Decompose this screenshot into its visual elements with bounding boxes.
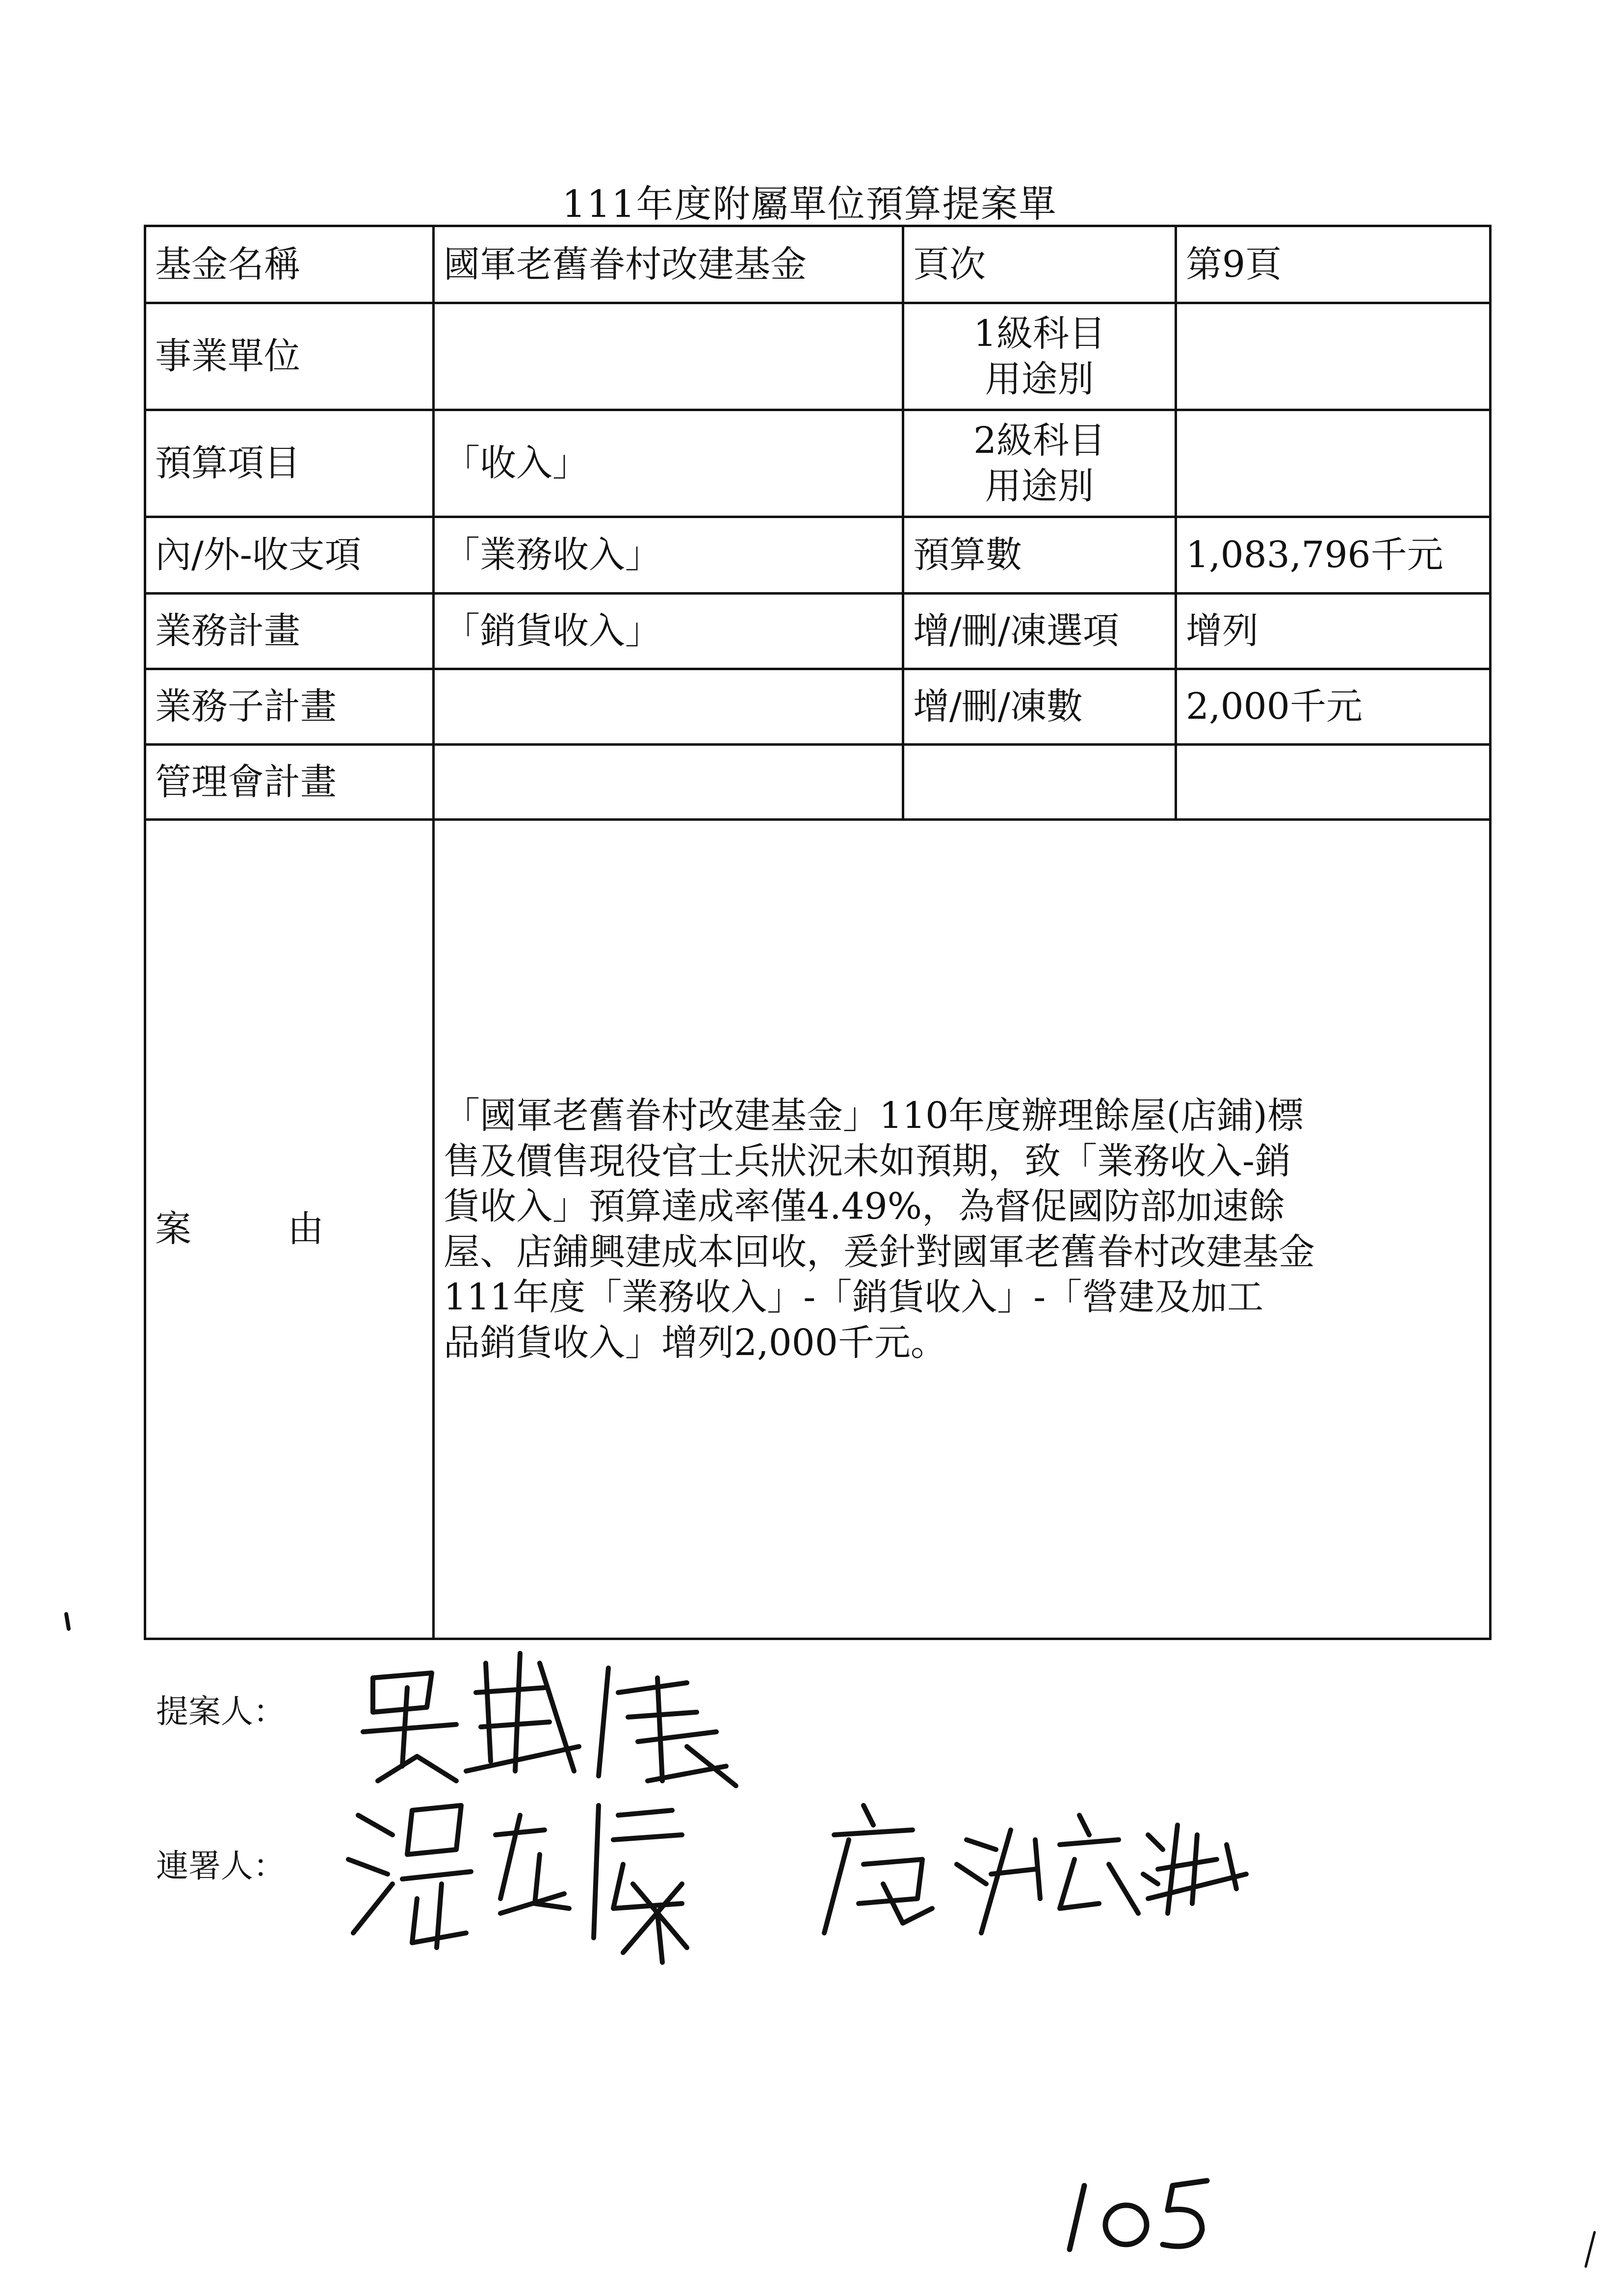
business-plan-label: 業務計畫 [145, 594, 434, 669]
proposal-form-table [144, 225, 1492, 1640]
revenue-type-label: 內/外-收支項 [145, 517, 434, 594]
level1-subject-label [903, 303, 1176, 410]
form-row-mgmt [145, 745, 1491, 820]
revenue-type-value: 「業務收入」 [434, 517, 903, 594]
fund-name-label: 基金名稱 [145, 226, 434, 303]
form-title: 111年度附屬單位預算提案單 [562, 182, 1057, 226]
level2-subject-label-line2: 用途別 [985, 465, 1094, 507]
reason-line: 貨收入」預算達成率僅4.49%，為督促國防部加速餘 [444, 1185, 1285, 1227]
form-row-item [145, 410, 1491, 517]
scan-line-mark [1580, 2227, 1599, 2271]
form-row-unit [145, 303, 1491, 410]
budget-item-value: 「收入」 [434, 410, 903, 517]
change-option-value: 增列 [1176, 594, 1491, 669]
proposer-label: 提案人： [156, 1693, 286, 1730]
business-unit-label: 事業單位 [145, 303, 434, 410]
proposer-signature [343, 1634, 746, 1791]
reason-label-char2: 由 [288, 1208, 324, 1251]
business-unit-value [434, 303, 903, 410]
change-amount-label: 增/刪/凍數 [903, 669, 1176, 745]
page-value: 第9頁 [1176, 226, 1491, 303]
level2-subject-value [1176, 410, 1491, 517]
management-plan-extra [903, 745, 1176, 820]
scan-mark [59, 1609, 79, 1634]
reason-line: 「國軍老舊眷村改建基金」110年度辦理餘屋(店鋪)標 [444, 1095, 1304, 1137]
reason-line: 品銷貨收入」增列2,000千元。 [444, 1321, 947, 1364]
form-row-fund [145, 226, 1491, 303]
management-plan-extra2 [1176, 745, 1491, 820]
reason-label-char1: 案 [155, 1208, 191, 1251]
fund-name-value: 國軍老舊眷村改建基金 [434, 226, 903, 303]
management-plan-value [434, 745, 903, 820]
level2-subject-label-line1: 2級科目 [973, 419, 1106, 462]
management-plan-label: 管理會計畫 [145, 745, 434, 820]
change-amount-value: 2,000千元 [1176, 669, 1491, 745]
cosigner-signature-2 [805, 1786, 1276, 1943]
form-row-type [145, 517, 1491, 594]
level1-subject-value [1176, 303, 1491, 410]
business-plan-value: 「銷貨收入」 [434, 594, 903, 669]
page-label: 頁次 [903, 226, 1176, 303]
budget-item-label: 預算項目 [145, 410, 434, 517]
form-row-reason [145, 820, 1491, 1639]
level1-subject-label-line1: 1級科目 [973, 313, 1106, 355]
level2-subject-label [903, 410, 1176, 517]
reason-line: 屋、店鋪興建成本回收，爰針對國軍老舊眷村改建基金 [444, 1230, 1315, 1273]
budget-amount-label: 預算數 [903, 517, 1176, 594]
cosigner-signature-1 [339, 1786, 721, 1967]
form-row-subplan [145, 669, 1491, 745]
cosigner-label: 連署人： [156, 1847, 286, 1885]
reason-label [145, 820, 434, 1639]
business-subplan-label: 業務子計畫 [145, 669, 434, 745]
page-number-handwritten [1055, 2166, 1222, 2259]
business-subplan-value [434, 669, 903, 745]
reason-line: 111年度「業務收入」-「銷貨收入」-「營建及加工 [444, 1276, 1264, 1318]
reason-line: 售及價售現役官士兵狀況未如預期，致「業務收入-銷 [444, 1140, 1291, 1182]
reason-text [434, 820, 1491, 1639]
form-row-plan [145, 594, 1491, 669]
change-option-label: 增/刪/凍選項 [903, 594, 1176, 669]
budget-amount-value: 1,083,796千元 [1176, 517, 1491, 594]
level1-subject-label-line2: 用途別 [985, 358, 1094, 400]
